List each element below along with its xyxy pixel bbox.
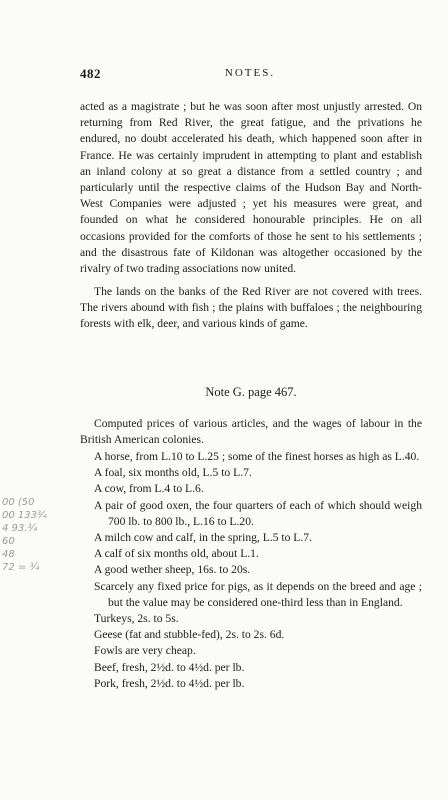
price-item: A milch cow and calf, in the spring, L.5 to L.7. [94, 531, 312, 545]
margin-note: 48 [2, 549, 15, 560]
computed-prices-intro-block [80, 416, 422, 448]
price-item: A horse, from L.10 to L.25 ; some of the finest horses as high as L.40. [94, 450, 420, 463]
margin-note: 00 (50 [2, 497, 35, 508]
price-item: A cow, from L.4 to L.6. [94, 482, 204, 496]
price-item: Pork, fresh, 2½d. to 4½d. per lb. [94, 676, 245, 690]
red-river-paragraph-block [80, 284, 422, 333]
price-list [80, 449, 422, 692]
price-item: A foal, six months old, L.5 to L.7. [94, 466, 252, 480]
price-item: A pair of good oxen, the four quarters of each of which should weigh 700 lb. to 800 lb., L.16 to L.20. [94, 498, 422, 528]
margin-note: 00 133¾ [2, 510, 47, 521]
margin-note: 60 [2, 536, 15, 547]
price-item: A calf of six months old, about L.1. [94, 547, 259, 561]
price-item: Turkeys, 2s. to 5s. [94, 612, 179, 626]
margin-note: 72 = ¾ [2, 562, 40, 573]
page-header [80, 66, 420, 82]
price-item: Scarcely any fixed price for pigs, as it depends on the breed and age ; but the value may be considered one-third less than in England. [94, 579, 422, 609]
margin-note: 4 93.¾ [2, 523, 38, 534]
price-item: A good wether sheep, 16s. to 20s. [94, 563, 251, 577]
red-river-paragraph: The lands on the banks of the Red River are not covered with trees. The rivers abound with fish ; the plains with buffaloes ; the neighbouring forests with elk, deer, and various kinds of game. [80, 285, 422, 331]
note-heading: Note G. page 467. [205, 385, 297, 399]
running-head: NOTES. [224, 67, 276, 79]
intro-paragraph-block [80, 99, 422, 277]
computed-prices-intro: Computed prices of various articles, and the wages of labour in the British American colonies. [80, 417, 422, 447]
price-item: Geese (fat and stubble-fed), 2s. to 2s. 6d. [94, 628, 285, 642]
price-item: Fowls are very cheap. [94, 644, 196, 658]
price-item: Beef, fresh, 2½d. to 4½d. per lb. [94, 660, 245, 674]
intro-paragraph: acted as a magistrate ; but he was soon after most unjustly arrested. On returning from Red River, the great fatigue, and the privations he endured, no doubt accelerated his death, which happened soon after in France. He was certainly imprudent in attempting to plant and establish an inland colony at so great a distance from a settled country ; and particularly until the respective claims of the Hudson Bay and North-West Companies were adjusted ; yet his measures were great, and founded on what he considered honourable principles. He on all occasions provided for the comforts of those he sent to his settlements ; and the disastrous fate of Kildonan was altogether occasioned by the rivalry of two trading associations now united. [80, 100, 422, 276]
handwritten-margin-notes [2, 496, 72, 596]
page-number: 482 [80, 66, 101, 81]
